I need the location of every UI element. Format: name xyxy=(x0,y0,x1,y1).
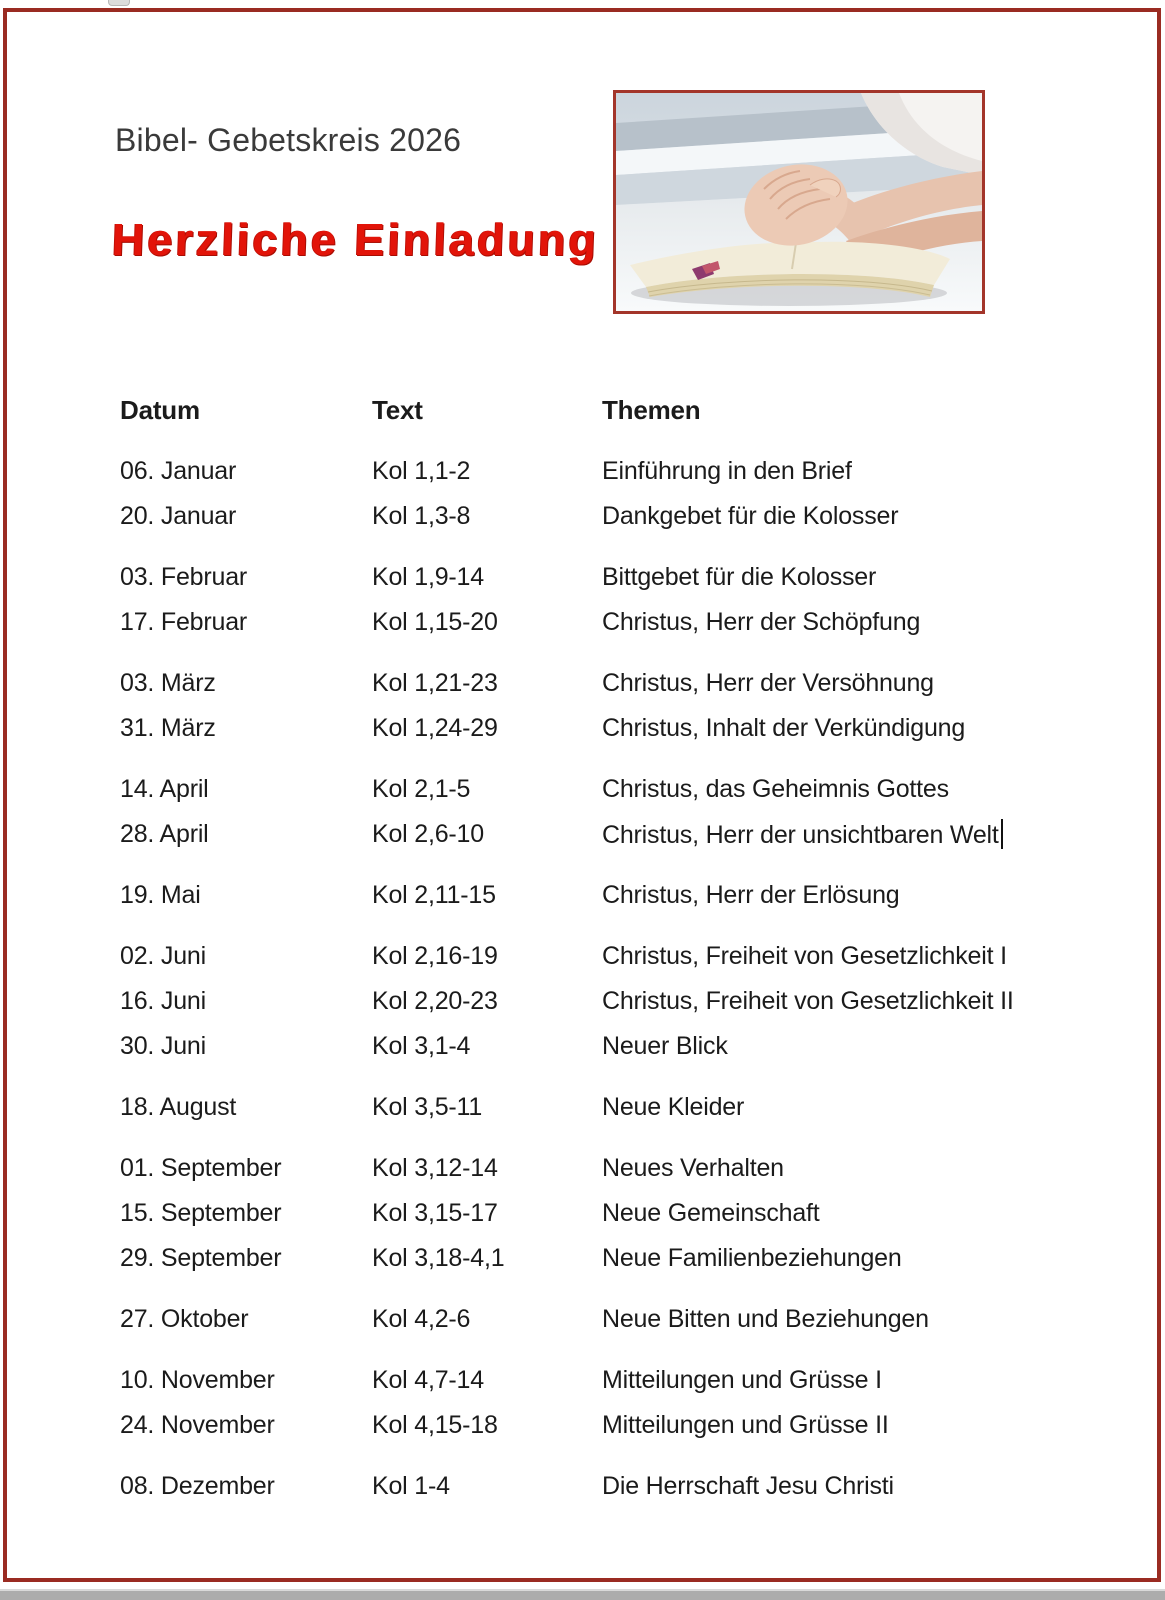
table-row xyxy=(120,1191,1130,1236)
cell-text: Kol 1-4 xyxy=(372,1472,450,1500)
cell-thema: Christus, Herr der unsichtbaren Welt xyxy=(602,819,1130,850)
table-row xyxy=(120,661,1130,706)
cell-thema: Neues Verhalten xyxy=(602,1154,784,1182)
column-header-datum: Datum xyxy=(120,395,200,425)
cell-thema: Christus, Herr der Erlösung xyxy=(602,881,900,909)
table-row xyxy=(120,1403,1130,1448)
page-title: Bibel- Gebetskreis 2026 xyxy=(115,122,462,158)
cell-datum: 28. April xyxy=(120,820,209,848)
cell-datum: 08. Dezember xyxy=(120,1472,275,1500)
cell-text: Kol 3,12-14 xyxy=(372,1154,498,1182)
table-row xyxy=(120,812,1130,857)
cell-thema: Neue Bitten und Beziehungen xyxy=(602,1305,929,1333)
cell-datum: 03. März xyxy=(120,669,216,697)
cell-datum: 10. November xyxy=(120,1366,275,1394)
table-row xyxy=(120,1358,1130,1403)
top-edge-artifact xyxy=(108,0,130,6)
cell-text: Kol 1,1-2 xyxy=(372,457,471,485)
cell-text: Kol 2,11-15 xyxy=(372,881,496,909)
cell-text: Kol 4,7-14 xyxy=(372,1366,484,1394)
schedule-table xyxy=(120,388,1130,1509)
table-row xyxy=(120,706,1130,751)
cell-thema: Neue Gemeinschaft xyxy=(602,1199,820,1227)
table-row xyxy=(120,1297,1130,1342)
cell-thema: Einführung in den Brief xyxy=(602,457,852,485)
table-row xyxy=(120,600,1130,645)
cell-text: Kol 1,15-20 xyxy=(372,608,498,636)
table-row xyxy=(120,873,1130,918)
cell-text: Kol 4,15-18 xyxy=(372,1411,498,1439)
cell-thema: Neue Familienbeziehungen xyxy=(602,1244,902,1272)
cell-datum: 31. März xyxy=(120,714,216,742)
table-row xyxy=(120,1024,1130,1069)
table-row xyxy=(120,1464,1130,1509)
cell-text: Kol 1,21-23 xyxy=(372,669,498,697)
cell-thema: Neuer Blick xyxy=(602,1032,728,1060)
table-row xyxy=(120,494,1130,539)
table-row xyxy=(120,979,1130,1024)
cell-datum: 02. Juni xyxy=(120,942,206,970)
cell-text: Kol 3,18-4,1 xyxy=(372,1244,505,1272)
column-header-themen: Themen xyxy=(602,395,701,425)
cell-datum: 29. September xyxy=(120,1244,282,1272)
cell-thema: Bittgebet für die Kolosser xyxy=(602,563,877,591)
cell-text: Kol 2,6-10 xyxy=(372,820,484,848)
cell-text: Kol 1,3-8 xyxy=(372,502,471,530)
cell-thema: Mitteilungen und Grüsse II xyxy=(602,1411,889,1439)
column-header-text: Text xyxy=(372,395,423,425)
cell-thema: Dankgebet für die Kolosser xyxy=(602,502,899,530)
cell-text: Kol 1,24-29 xyxy=(372,714,498,742)
cell-thema: Neue Kleider xyxy=(602,1093,745,1121)
cell-datum: 16. Juni xyxy=(120,987,206,1015)
cell-datum: 30. Juni xyxy=(120,1032,206,1060)
table-row xyxy=(120,1236,1130,1281)
page-separator-band xyxy=(0,1589,1165,1600)
table-row xyxy=(120,449,1130,494)
cell-datum: 20. Januar xyxy=(120,502,237,530)
cell-text: Kol 3,15-17 xyxy=(372,1199,498,1227)
praying-hands-illustration xyxy=(616,93,982,311)
table-row xyxy=(120,934,1130,979)
cell-datum: 06. Januar xyxy=(120,457,237,485)
table-row xyxy=(120,555,1130,600)
cell-datum: 15. September xyxy=(120,1199,282,1227)
cell-text: Kol 1,9-14 xyxy=(372,563,484,591)
cell-thema: Christus, Freiheit von Gesetzlichkeit I xyxy=(602,942,1007,970)
cell-thema: Die Herrschaft Jesu Christi xyxy=(602,1472,894,1500)
cell-datum: 17. Februar xyxy=(120,608,248,636)
table-row xyxy=(120,767,1130,812)
cell-text: Kol 2,1-5 xyxy=(372,775,471,803)
cell-text: Kol 2,20-23 xyxy=(372,987,498,1015)
cell-thema: Christus, Inhalt der Verkündigung xyxy=(602,714,966,742)
cell-datum: 01. September xyxy=(120,1154,282,1182)
cell-thema: Christus, Freiheit von Gesetzlichkeit II xyxy=(602,987,1014,1015)
cell-thema: Christus, das Geheimnis Gottes xyxy=(602,775,949,803)
cell-datum: 27. Oktober xyxy=(120,1305,249,1333)
cell-datum: 24. November xyxy=(120,1411,275,1439)
invitation-text: Herzliche Einladung xyxy=(111,214,600,265)
cell-thema: Christus, Herr der Versöhnung xyxy=(602,669,934,697)
cell-thema: Christus, Herr der Schöpfung xyxy=(602,608,921,636)
table-header-row xyxy=(120,388,1130,433)
table-body xyxy=(120,449,1130,1509)
cell-datum: 03. Februar xyxy=(120,563,248,591)
cell-text: Kol 3,5-11 xyxy=(372,1093,483,1121)
text-cursor xyxy=(1001,819,1003,849)
table-row xyxy=(120,1146,1130,1191)
cell-text: Kol 2,16-19 xyxy=(372,942,498,970)
table-row xyxy=(120,1085,1130,1130)
cell-thema: Mitteilungen und Grüsse I xyxy=(602,1366,882,1394)
cell-datum: 14. April xyxy=(120,775,209,803)
cell-datum: 18. August xyxy=(120,1093,237,1121)
cell-text: Kol 4,2-6 xyxy=(372,1305,471,1333)
cell-text: Kol 3,1-4 xyxy=(372,1032,471,1060)
praying-hands-photo xyxy=(613,90,985,314)
cell-datum: 19. Mai xyxy=(120,881,201,909)
